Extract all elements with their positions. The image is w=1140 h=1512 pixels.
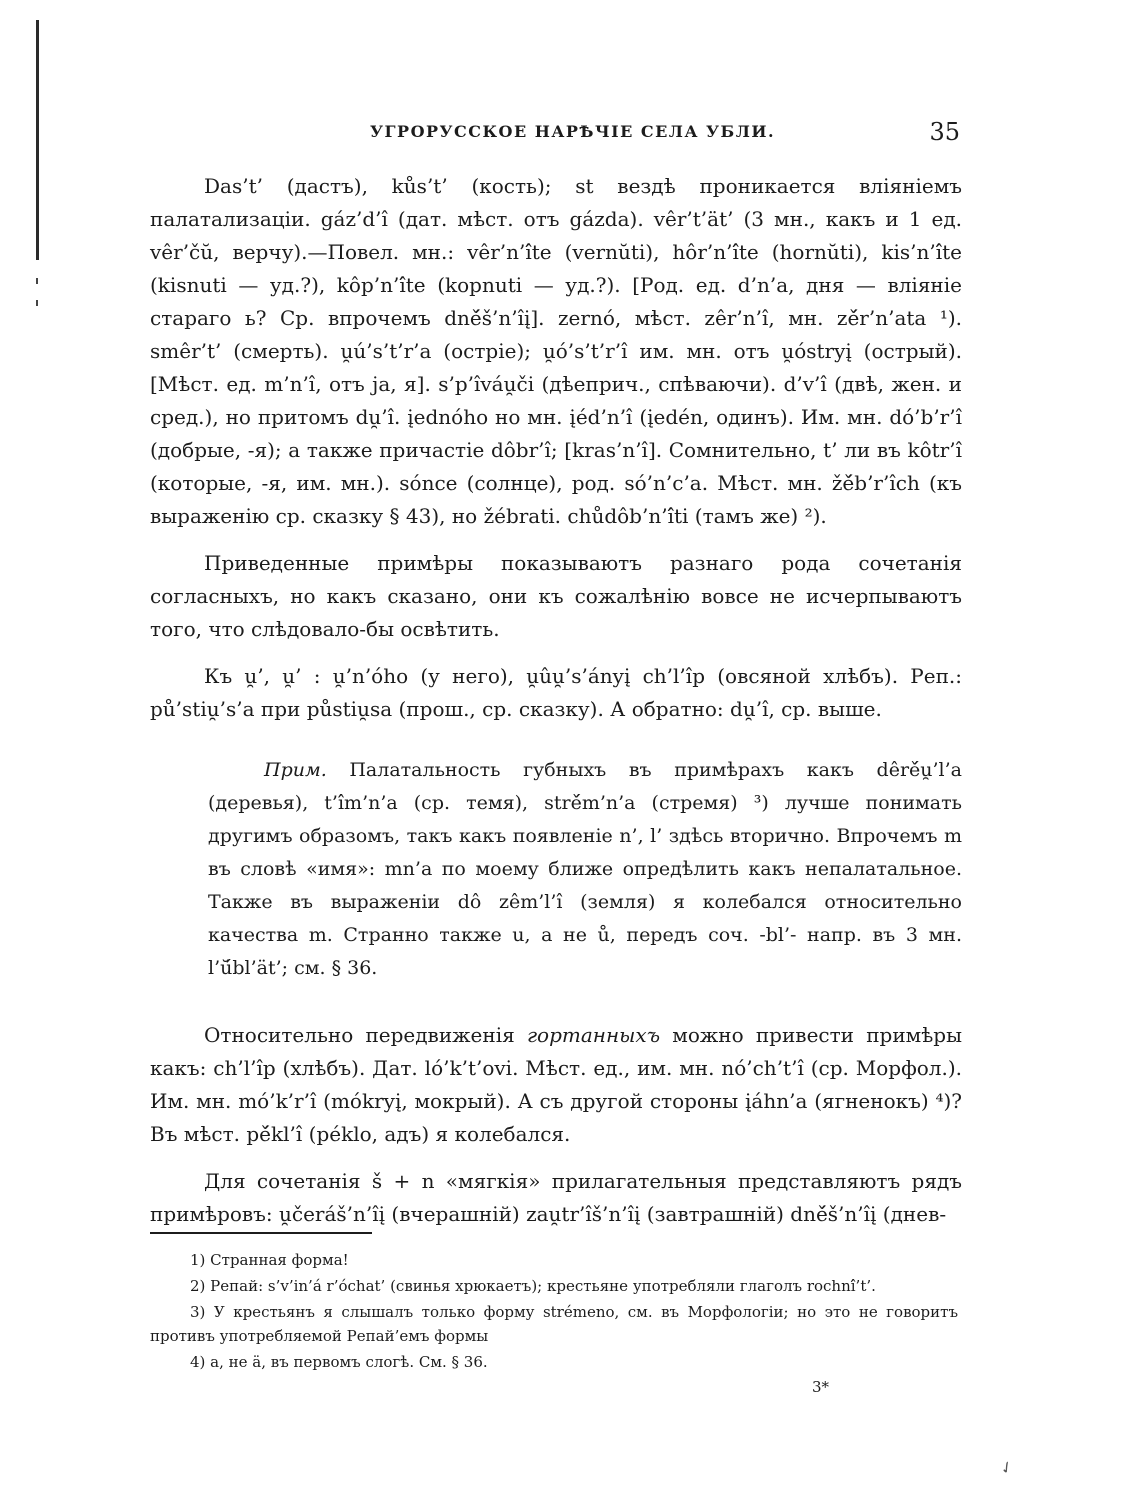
paragraph-5: Для сочетанія š + n «мягкія» прилагательныя представляютъ рядъ примѣровъ: u̯čeráš’n’îį (вчерашній) zau̯tr’îš’n’îį (завтрашній) dně́š’n’îį (днев-: [150, 1169, 962, 1226]
paragraph-4-italic: гортанныхъ: [526, 1023, 661, 1047]
paragraph-4: [150, 1019, 962, 1151]
paragraph-4-rest: можно привести примѣры какъ: ch’l’îp (хлѣбъ). Дат. ló’k’t’ovi. Мѣст. ед., им. мн. nó’ch’t’î (ср. Морфол.). Им. мн. mó’k’r’î (mókryį, мокрый). А съ другой стороны įáhn’a (ягненокъ) ⁴)? Въ мѣст. pě́kl’î (péklo, адъ) я колебался.: [150, 1023, 963, 1146]
footnote-2: 2) Репай: s’v’in’á r’óchat’ (свинья хрюкаетъ); крестьяне употребляли глаголъ rochnî́’t’.: [190, 1277, 876, 1295]
remark-block: [208, 754, 962, 985]
margin-tick: [36, 278, 38, 284]
footnote-3: 3) У крестьянъ я слышалъ только форму strémeno, см. въ Морфологіи; но это не говоритъ противъ употребляемой Репай’емъ формы: [150, 1303, 958, 1345]
paragraph-1: Das’t’ (дастъ), kůs’t’ (кость); st вездѣ проникается вліяніемъ палатализаціи. gáz’d’î (дат. мѣст. отъ gázda). vêr’t’ät’ (3 мн., какъ и 1 ед. vêr’čŭ, верчу).—Повел. мн.: vêr’n’î́te (vernŭti), hôr’n’î́te (hornŭti), kis’n’î́te (kisnuti — уд.?), kôp’n’î́te (kopnuti — уд.?). [Род. ед. d’n’a, дня — вліяніе стараго ь? Ср. впрочемъ dně́š’n’îį]. zernó, мѣст. zêr’n’î, мн. zě́r’n’ata ¹). smêr’t’ (смерть). u̯ú’s’t’r’a (острie); u̯ó’s’t’r’î им. мн. отъ u̯óstryį (острый). [Мѣст. ед. m’n’î, отъ ja, я]. s’p’îváu̯či (дѣеприч., спѣваючи). d’v’î (двѣ, жен. и сред.), но притомъ du̯’î. įednóho но мн. įéd’n’î (įedén, одинъ). Им. мн. dó’b’r’î (добрые, -я); а также причастіе dôbr’î; [kras’n’î]. Сомнительно, t’ ли въ kôtr’î (которые, -я, им. мн.). sónce (солнце), род. só’n’c’a. Мѣст. мн. žě́b’r’îch (къ выраженію ср. сказку § 43), но žébrati. chůdôb’n’î́ti (тамъ же) ²).: [150, 174, 962, 528]
footnote-4: 4) a, не ä, въ первомъ слогѣ. См. § 36.: [190, 1353, 488, 1371]
running-title: УГРОРУССКОЕ НАРѢЧІЕ СЕЛА УБЛИ.: [370, 122, 776, 141]
scan-mark: ✓: [996, 1455, 1018, 1480]
page-number: 35: [929, 118, 960, 146]
signature-mark: 3*: [812, 1378, 830, 1396]
footnote-1: 1) Странная форма!: [190, 1251, 349, 1269]
remark-text: Палатальность губныхъ въ примѣрахъ какъ dêrě́u̯’l’a (деревья), t’î́m’n’a (ср. темя), strě́m’n’a (стремя) ³) лучше понимать другимъ образомъ, такъ какъ появленіе n’, l’ здѣсь вторично. Впрочемъ m въ словѣ «имя»: mn’a по моему ближе опредѣлить какъ непалатальное. Также въ выраженіи dô zêm’l’î (земля) я колебался относительно качества m. Странно также u, а не ů, передъ соч. -bl’- напр. въ 3 мн. l’ŭ́bl’ät’; см. § 36.: [208, 759, 962, 979]
paragraph-3: Къ u̯’, u̯’ : u̯’n’óho (у него), u̯ûu̯’s’ányį ch’l’îp (овсяной хлѣбъ). Реп.: pů’stiu̯’s’a при půstiu̯sa (прош., ср. сказку). А обратно: du̯’î, ср. выше.: [150, 664, 962, 721]
footnotes: [150, 1248, 958, 1376]
paragraph-2: Приведенные примѣры показываютъ разнаго рода сочетанія согласныхъ, но какъ сказано, они къ сожалѣнію вовсе не исчерпываютъ того, что слѣдовало-бы освѣтить.: [150, 551, 962, 641]
margin-scan-line: [36, 20, 39, 260]
main-text: [150, 170, 962, 1245]
running-header: [150, 118, 960, 150]
margin-tick: [36, 300, 38, 306]
paragraph-4-prefix: Относительно передвиженія: [204, 1023, 515, 1047]
footnote-rule: [150, 1232, 372, 1234]
remark-label: Прим.: [264, 759, 327, 781]
